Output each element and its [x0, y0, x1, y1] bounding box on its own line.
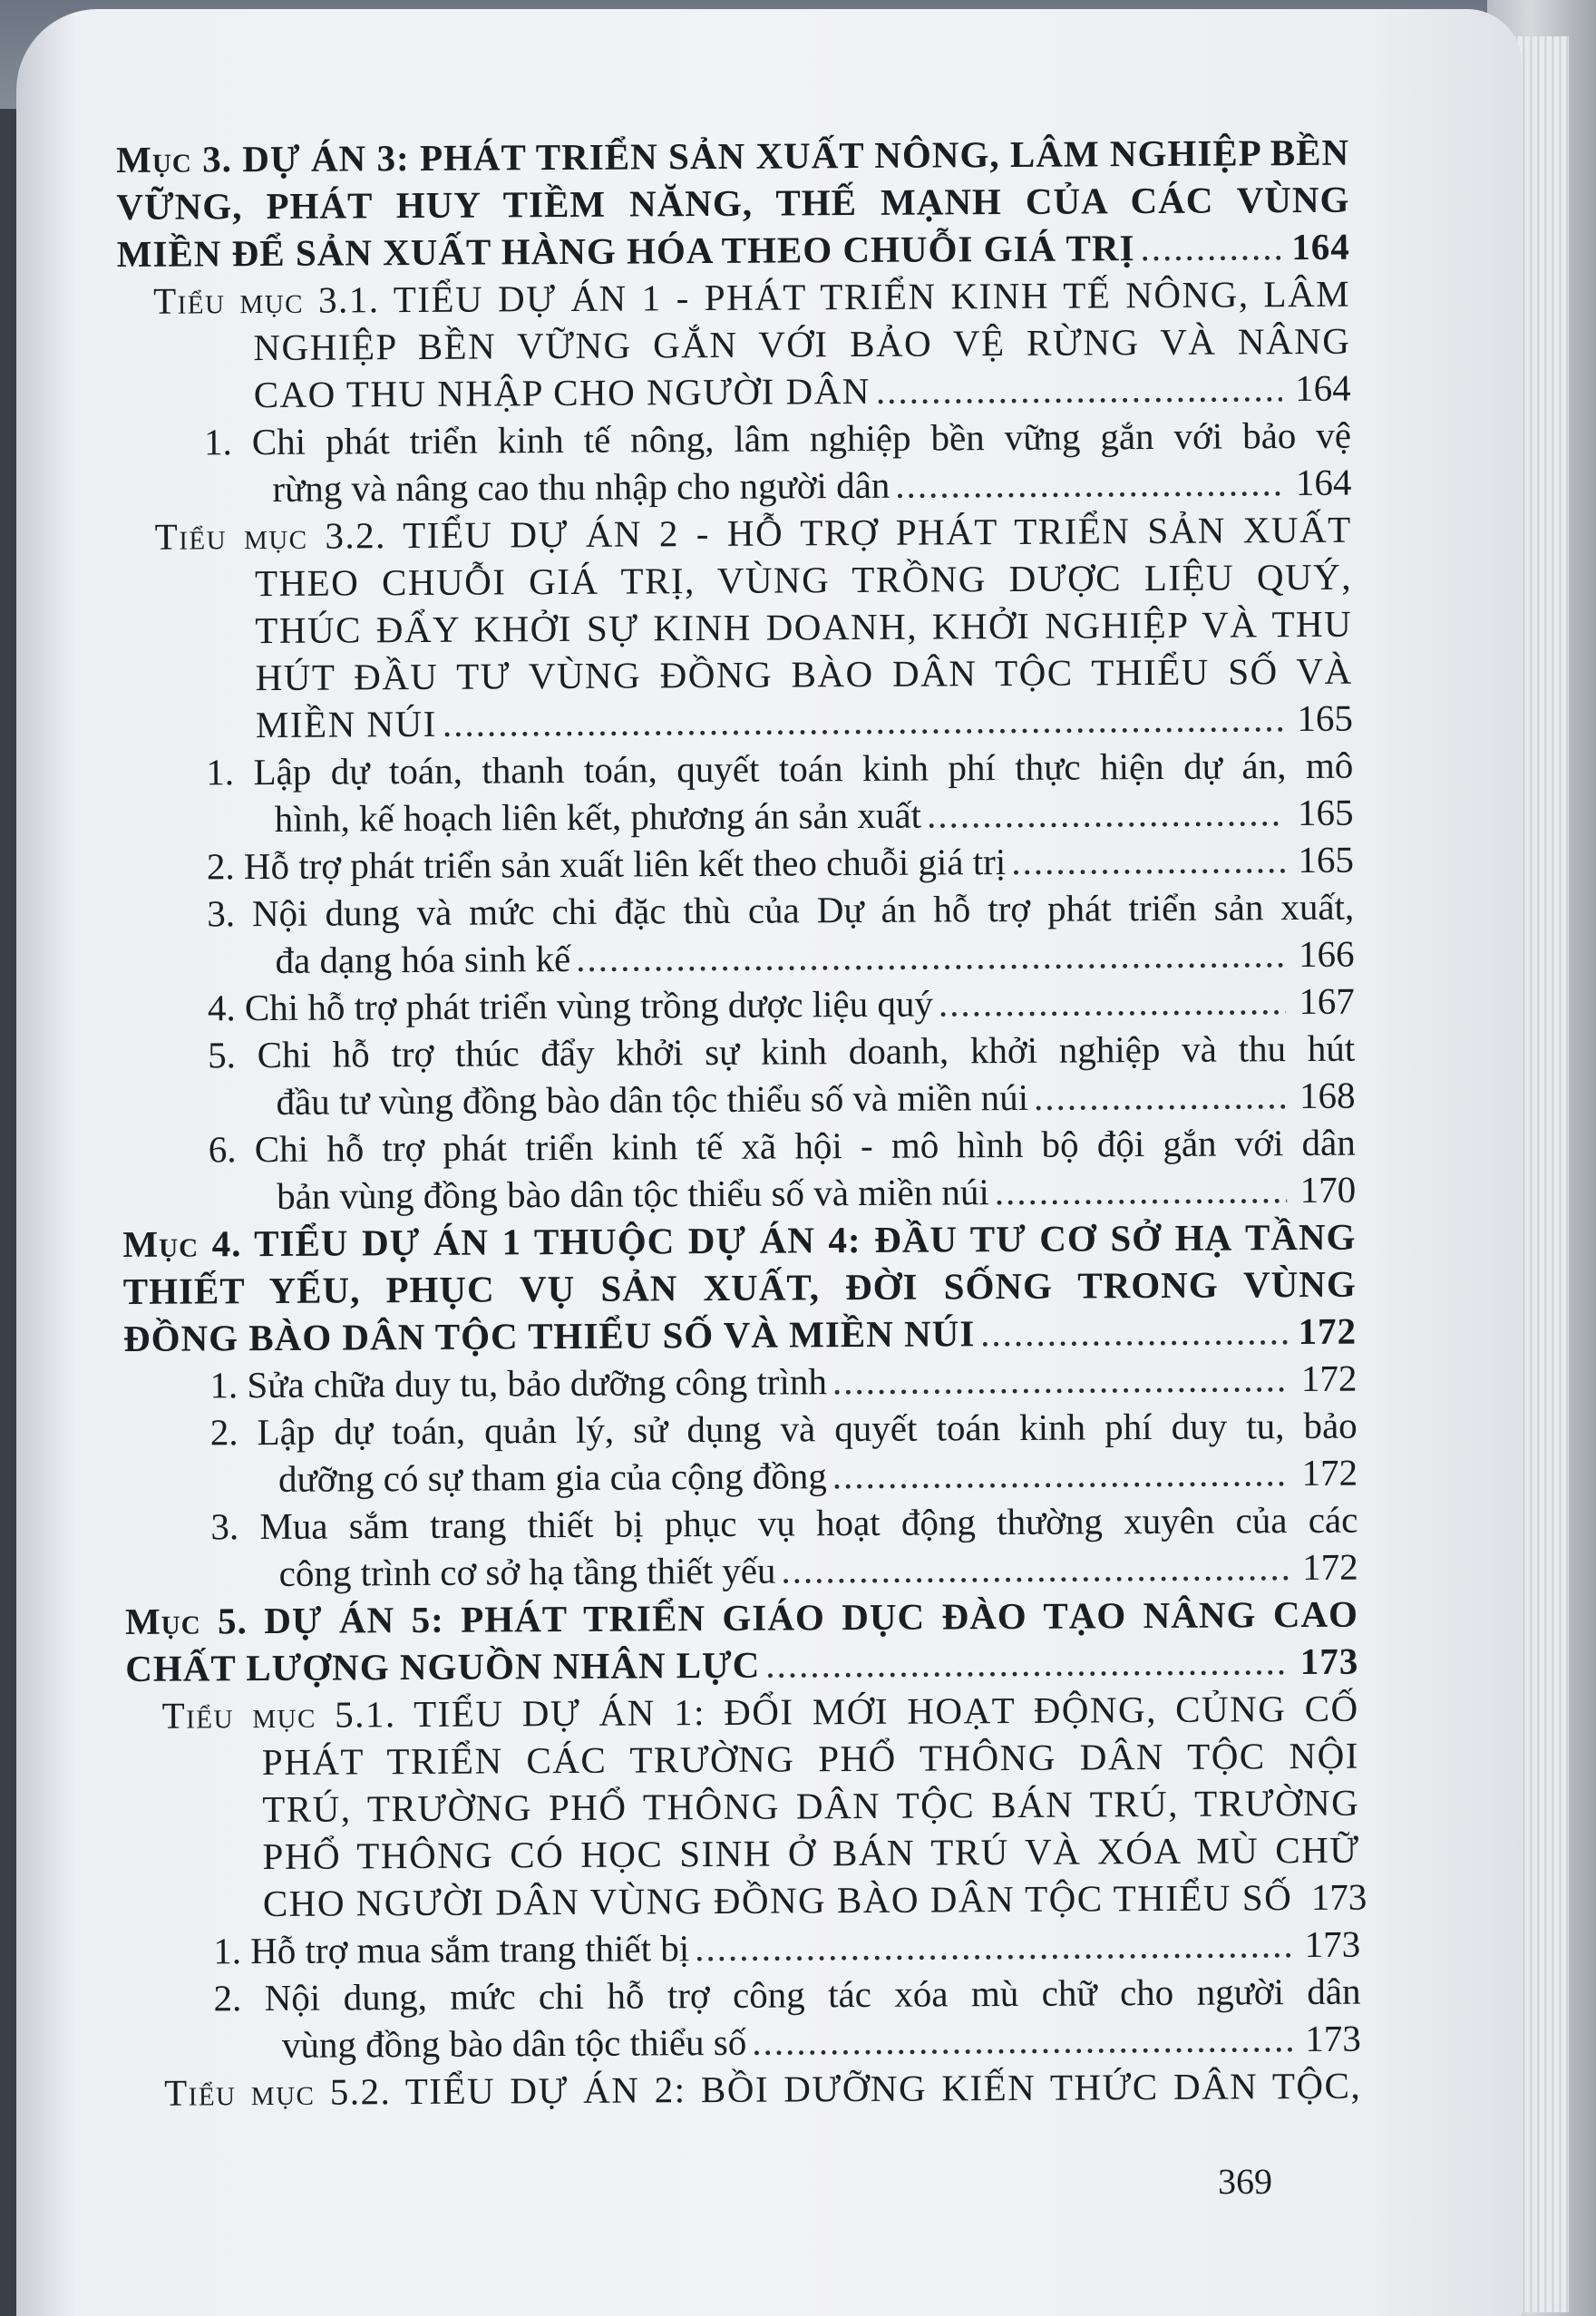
toc-line — [124, 1496, 1358, 1551]
toc-page-ref: 167 — [1299, 979, 1355, 1023]
toc-entry-muc — [122, 1213, 1357, 1362]
toc-line — [117, 223, 1350, 277]
toc-line-text: THIẾT YẾU, PHỤC VỤ SẢN XUẤT, ĐỜI SỐNG TRONG VÙNG — [122, 1262, 1357, 1312]
toc-line — [125, 1638, 1358, 1692]
leader-dots — [927, 789, 1285, 838]
leader-dots — [752, 2015, 1292, 2066]
toc-line — [123, 1308, 1357, 1362]
toc-line-text: Mục 3. DỰ ÁN 3: PHÁT TRIỂN SẢN XUẤT NÔNG, LÂM NGHIỆP BỀN — [116, 131, 1350, 180]
toc-line-text: 4. Chi hỗ trợ phát triển vùng trồng dược liệu quý — [207, 982, 934, 1029]
leader-dots — [695, 1921, 1291, 1971]
toc-line — [123, 1355, 1357, 1409]
toc-line-text: công trình cơ sở hạ tầng thiết yếu — [278, 1549, 776, 1594]
toc-line — [126, 1826, 1359, 1881]
toc-line-text: rừng và nâng cao thu nhập cho người dân — [272, 463, 890, 510]
toc-line-text: Tiểu mục 3.1. TIỂU DỰ ÁN 1 - PHÁT TRIỂN KINH TẾ NÔNG, LÂM — [152, 272, 1351, 322]
toc-line — [125, 1685, 1358, 1739]
leader-dots — [1140, 223, 1281, 271]
toc-line — [119, 647, 1352, 702]
toc-page-ref: 173 — [1310, 1875, 1367, 1918]
toc-line — [122, 1072, 1355, 1126]
toc-line — [121, 930, 1354, 985]
leader-dots — [765, 1638, 1289, 1688]
toc-line — [127, 1968, 1360, 2022]
toc-line — [124, 1402, 1358, 1456]
leader-dots — [576, 930, 1286, 982]
toc-line-text: 2. Nội dung, mức chi hỗ trợ công tác xóa mù chữ cho người dân — [213, 1970, 1361, 2019]
toc-page-ref: 165 — [1297, 696, 1354, 740]
leader-dots — [1011, 836, 1285, 885]
toc-line — [122, 1166, 1356, 1221]
toc-line — [119, 506, 1352, 560]
toc-line — [122, 1025, 1355, 1079]
toc-page-ref: 173 — [1304, 1922, 1361, 1966]
toc-line-text: CHẤT LƯỢNG NGUỒN NHÂN LỰC — [125, 1643, 761, 1689]
toc-line — [128, 2062, 1361, 2117]
toc-page-ref: 165 — [1298, 838, 1355, 881]
toc-page-ref: 172 — [1301, 1451, 1358, 1494]
toc-line-text: HÚT ĐẦU TƯ VÙNG ĐỒNG BÀO DÂN TỘC THIỂU SỐ VÀ — [255, 649, 1353, 699]
toc-entry-tieumuc — [125, 1685, 1367, 1928]
toc-entry-item — [127, 1968, 1361, 2069]
toc-line-text: 5. Chi hỗ trợ thúc đẩy khởi sự kinh doanh, khởi nghiệp và thu hút — [208, 1027, 1356, 1076]
toc-page-ref: 172 — [1298, 1309, 1358, 1353]
toc-line — [126, 1732, 1359, 1786]
toc-line — [127, 1921, 1360, 1975]
table-of-contents — [116, 129, 1367, 2117]
toc-line-text: 1. Sửa chữa duy tu, bảo dưỡng công trình — [209, 1360, 828, 1406]
toc-line-text: PHỔ THÔNG CÓ HỌC SINH Ở BÁN TRÚ VÀ XÓA MÙ CHỮ — [262, 1828, 1360, 1878]
toc-entry-item — [120, 742, 1354, 843]
toc-line-text: VỮNG, PHÁT HUY TIỀM NĂNG, THẾ MẠNH CỦA CÁC VÙNG — [116, 178, 1350, 228]
toc-line-text: MIỀN NÚI — [255, 702, 437, 746]
toc-line-text: Tiểu mục 3.2. TIỂU DỰ ÁN 2 - HỖ TRỢ PHÁT TRIỂN SẢN XUẤT — [154, 508, 1352, 558]
toc-line — [120, 789, 1353, 843]
toc-line-text: bản vùng đồng bào dân tộc thiểu số và miền núi — [277, 1171, 989, 1217]
toc-line — [118, 459, 1351, 513]
toc-line — [122, 978, 1355, 1032]
toc-entry-tieumuc — [128, 2062, 1361, 2117]
toc-entry-item — [123, 1355, 1357, 1409]
toc-entry-item — [124, 1496, 1358, 1598]
toc-page-ref: 173 — [1305, 2017, 1361, 2060]
toc-line-text: 6. Chi hỗ trợ phát triển kinh tế xã hội - mô hình bộ đội gắn với dân — [208, 1121, 1356, 1171]
toc-line-text: Mục 4. TIỂU DỰ ÁN 1 THUỘC DỰ ÁN 4: ĐẦU TƯ CƠ SỞ HẠ TẦNG — [122, 1215, 1357, 1265]
toc-line — [116, 129, 1349, 183]
toc-line-text: Mục 5. DỰ ÁN 5: PHÁT TRIỂN GIÁO DỤC ĐÀO TẠO NÂNG CAO — [124, 1592, 1359, 1642]
toc-line — [119, 553, 1352, 608]
toc-entry-item — [124, 1402, 1358, 1503]
toc-line-text: hình, kế hoạch liên kết, phương án sản xuất — [274, 793, 922, 840]
toc-line-text: 3. Nội dung và mức chi đặc thù của Dự án hỗ trợ phát triển sản xuất, — [207, 885, 1355, 935]
toc-line — [119, 600, 1352, 655]
toc-line-text: vùng đồng bào dân tộc thiểu số — [281, 2020, 747, 2066]
toc-line — [117, 270, 1350, 325]
toc-line — [116, 176, 1349, 230]
toc-page-ref: 165 — [1297, 791, 1354, 834]
toc-line — [118, 365, 1351, 419]
leader-dots — [980, 1308, 1288, 1357]
toc-line-text: PHÁT TRIỂN CÁC TRƯỜNG PHỔ THÔNG DÂN TỘC NỘI — [261, 1734, 1360, 1784]
toc-line-text: ĐỒNG BÀO DÂN TỘC THIỂU SỐ VÀ MIỀN NÚI — [122, 1312, 976, 1359]
toc-page-ref: 172 — [1302, 1545, 1358, 1589]
toc-page-ref: 170 — [1299, 1168, 1357, 1212]
page-number: 369 — [1217, 2160, 1273, 2203]
toc-line-text: 3. Mua sắm trang thiết bị phục vụ hoạt động thường xuyên của các — [210, 1498, 1358, 1548]
toc-entry-tieumuc — [119, 506, 1354, 749]
toc-line-text: 1. Hỗ trợ mua sắm trang thiết bị — [213, 1927, 690, 1972]
toc-line-text: 2. Lập dự toán, quản lý, sử dụng và quyết toán kinh phí duy tu, bảo — [209, 1404, 1358, 1454]
toc-line — [125, 1591, 1358, 1645]
toc-entry-item — [122, 978, 1355, 1032]
toc-line-text: 1. Lập dự toán, thanh toán, quyết toán kinh phí thực hiện dự án, mô — [206, 744, 1354, 793]
toc-entry-item — [118, 412, 1352, 513]
toc-line-text: CHO NGƯỜI DÂN VÙNG ĐỒNG BÀO DÂN TỘC THIỂU SỐ — [262, 1876, 1293, 1925]
toc-line-text: Tiểu mục 5.1. TIỂU DỰ ÁN 1: ĐỔI MỚI HOẠT ĐỘNG, CỦNG CỐ — [161, 1687, 1359, 1737]
toc-entry-item — [121, 836, 1354, 890]
leader-dots — [832, 1449, 1289, 1499]
toc-entry-tieumuc — [117, 270, 1351, 419]
toc-line-text: CAO THU NHẬP CHO NGƯỜI DÂN — [253, 369, 871, 416]
toc-line — [127, 1873, 1367, 1928]
toc-line — [120, 695, 1353, 749]
leader-dots — [1034, 1072, 1287, 1121]
toc-line-text: NGHIỆP BỀN VỮNG GẮN VỚI BẢO VỆ RỪNG VÀ NÂNG — [253, 319, 1351, 369]
leader-dots — [895, 459, 1282, 509]
leader-dots — [443, 695, 1284, 747]
toc-line — [122, 1213, 1356, 1268]
toc-line-text: THEO CHUỖI GIÁ TRỊ, VÙNG TRỒNG DƯỢC LIỆU QUÝ, — [254, 555, 1353, 605]
toc-line — [121, 883, 1354, 938]
leader-dots — [876, 365, 1282, 414]
toc-line — [118, 412, 1351, 466]
leader-dots — [832, 1355, 1289, 1405]
toc-line-text: MIỀN ĐỂ SẢN XUẤT HÀNG HÓA THEO CHUỖI GIÁ TRỊ — [116, 227, 1135, 275]
toc-line-text: đa dạng hóa sinh kế — [275, 937, 571, 981]
toc-page-ref: 164 — [1295, 461, 1352, 504]
book-page — [16, 9, 1522, 2316]
toc-line-text: THÚC ĐẨY KHỞI SỰ KINH DOANH, KHỞI NGHIỆP VÀ THU — [255, 602, 1353, 652]
leader-dots — [939, 978, 1286, 1027]
toc-line-text: dưỡng có sự tham gia của cộng đồng — [277, 1455, 827, 1500]
toc-line-text: Tiểu mục 5.2. TIỂU DỰ ÁN 2: BỒI DƯỠNG KIẾN THỨC DÂN TỘC, — [164, 2064, 1362, 2114]
toc-entry-item — [121, 883, 1355, 985]
toc-line-text: 1. Chi phát triển kinh tế nông, lâm nghiệp bền vững gắn với bảo vệ — [203, 414, 1352, 463]
toc-line-text: TRÚ, TRƯỜNG PHỔ THÔNG DÂN TỘC BÁN TRÚ, TRƯỜNG — [262, 1781, 1360, 1831]
toc-page-ref: 164 — [1291, 225, 1350, 268]
toc-page-ref: 168 — [1299, 1074, 1356, 1117]
toc-entry-item — [122, 1119, 1357, 1221]
leader-dots — [781, 1543, 1289, 1593]
leader-dots — [995, 1166, 1288, 1215]
toc-line — [121, 836, 1354, 890]
toc-page-ref: 173 — [1299, 1640, 1359, 1683]
toc-line — [126, 1779, 1359, 1834]
toc-line-text: 2. Hỗ trợ phát triển sản xuất liên kết theo chuỗi giá trị — [206, 841, 1007, 888]
toc-line — [117, 317, 1350, 372]
toc-line — [125, 1543, 1358, 1598]
toc-entry-muc — [116, 129, 1350, 277]
toc-line — [122, 1119, 1356, 1173]
toc-line-text: đầu tư vùng đồng bào dân tộc thiểu số và miền núi — [276, 1075, 1029, 1123]
toc-line — [124, 1449, 1358, 1503]
toc-line — [128, 2015, 1361, 2069]
toc-entry-muc — [125, 1591, 1359, 1692]
toc-line — [120, 742, 1353, 796]
toc-line — [123, 1260, 1357, 1315]
toc-page-ref: 164 — [1295, 366, 1351, 410]
toc-page-ref: 172 — [1300, 1357, 1358, 1400]
toc-entry-item — [127, 1921, 1360, 1975]
toc-entry-item — [122, 1025, 1356, 1126]
toc-page-ref: 166 — [1298, 932, 1355, 976]
